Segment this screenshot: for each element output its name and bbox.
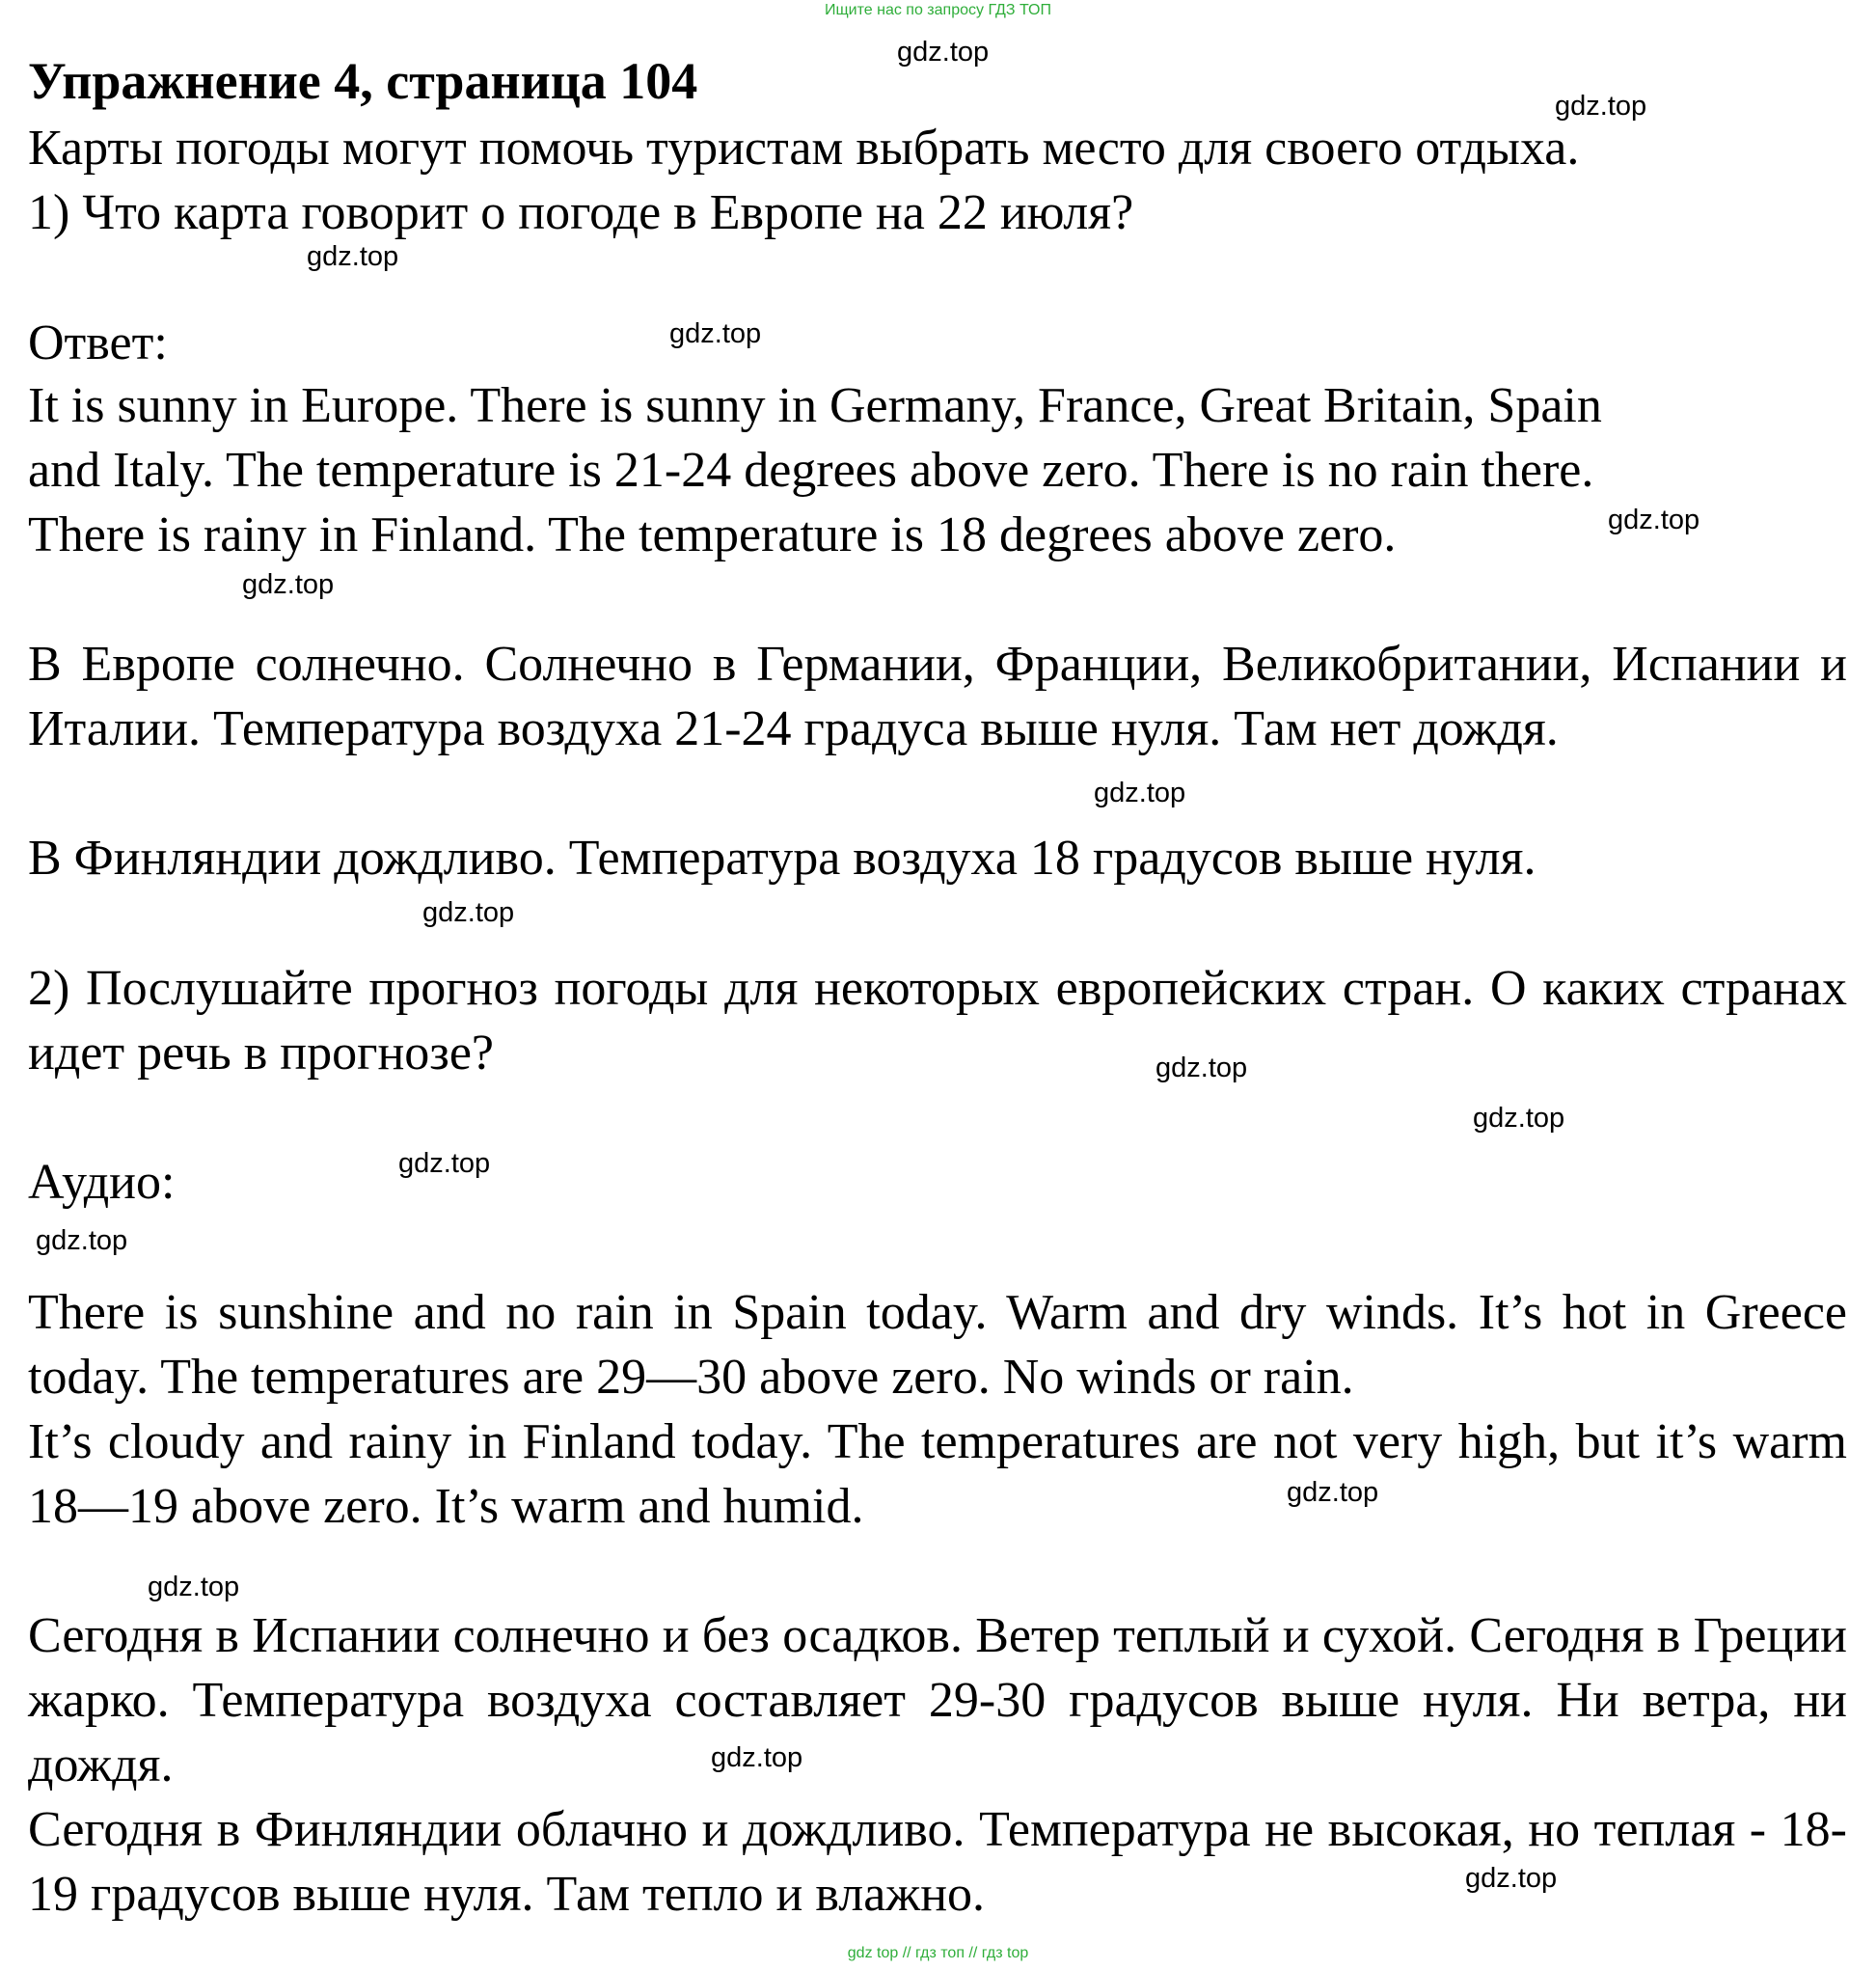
answer-ru-paragraph-2: В Финляндии дождливо. Температура воздуха 18 градусов выше нуля.: [28, 831, 1536, 886]
top-banner: Ищите нас по запросу ГДЗ ТОП: [825, 2, 1051, 18]
watermark: gdz.top: [1608, 505, 1700, 535]
intro-text: Карты погоды могут помочь туристам выбрать место для своего отдыха.: [28, 121, 1580, 176]
audio-ru-paragraph-2: Сегодня в Финляндии облачно и дождливо. Температура не высокая, но теплая - 18-19 градусов выше нуля. Там тепло и влажно.: [28, 1802, 1847, 1922]
watermark: gdz.top: [148, 1572, 240, 1602]
watermark: gdz.top: [1465, 1863, 1558, 1894]
question-1: 1) Что карта говорит о погоде в Европе на 22 июля?: [28, 185, 1134, 240]
answer-en-line-1: It is sunny in Europe. There is sunny in Germany, France, Great Britain, Spain: [28, 378, 1602, 433]
watermark: gdz.top: [422, 897, 515, 928]
watermark: gdz.top: [307, 241, 399, 272]
question-2: 2) Послушайте прогноз погоды для некоторых европейских стран. О каких странах идет речь в прогнозе?: [28, 961, 1847, 1081]
watermark: gdz.top: [711, 1742, 803, 1773]
answer-en-line-3: There is rainy in Finland. The temperature is 18 degrees above zero.: [28, 507, 1397, 562]
audio-label: Аудио:: [28, 1155, 176, 1210]
page-title: Упражнение 4, страница 104: [28, 52, 698, 110]
watermark: gdz.top: [1094, 778, 1186, 808]
watermark: gdz.top: [1473, 1103, 1565, 1134]
answer-label: Ответ:: [28, 315, 168, 370]
bottom-banner: gdz top // гдз топ // гдз top: [847, 1945, 1029, 1961]
answer-ru-paragraph-1: В Европе солнечно. Солнечно в Германии, Франции, Великобритании, Испании и Италии. Температура воздуха 21-24 градуса выше нуля. Там нет дождя.: [28, 637, 1847, 756]
watermark: gdz.top: [669, 318, 762, 349]
watermark: gdz.top: [897, 37, 990, 68]
watermark: gdz.top: [398, 1148, 491, 1179]
watermark: gdz.top: [36, 1225, 128, 1256]
watermark: gdz.top: [1287, 1477, 1379, 1508]
audio-en-paragraph-1: There is sunshine and no rain in Spain today. Warm and dry winds. It’s hot in Greece today. The temperatures are 29—30 above zero. No winds or rain.: [28, 1285, 1847, 1405]
answer-en-line-2: and Italy. The temperature is 21-24 degrees above zero. There is no rain there.: [28, 443, 1594, 498]
watermark: gdz.top: [1555, 91, 1647, 122]
audio-en-paragraph-2: It’s cloudy and rainy in Finland today. The temperatures are not very high, but it’s warm 18—19 above zero. It’s warm and humid.: [28, 1414, 1847, 1534]
watermark: gdz.top: [1156, 1053, 1248, 1083]
watermark: gdz.top: [242, 569, 335, 600]
audio-ru-paragraph-1: Сегодня в Испании солнечно и без осадков. Ветер теплый и сухой. Сегодня в Греции жарко. Температура воздуха составляет 29-30 градусов выше нуля. Ни ветра, ни дождя.: [28, 1608, 1847, 1792]
